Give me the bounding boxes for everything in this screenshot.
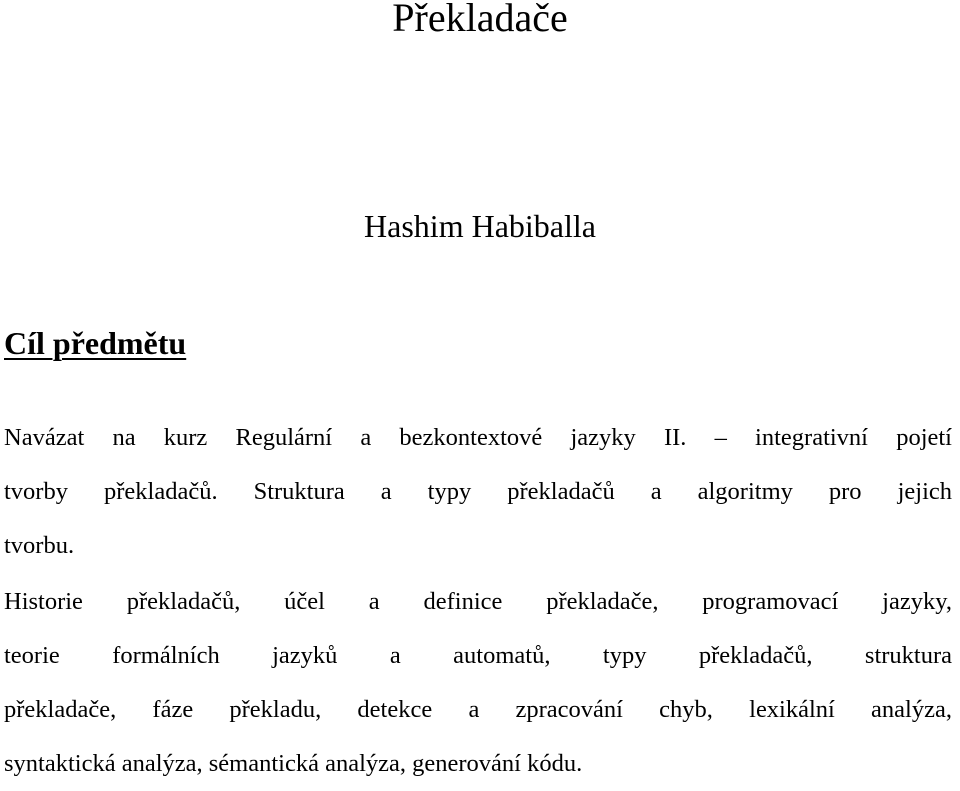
paragraph-line: Navázat na kurz Regulární a bezkontextové jazyky II. – integrativní pojetí [4, 424, 952, 451]
paragraph-course-content [4, 575, 952, 791]
paragraph-line: syntaktická analýza, sémantická analýza, generování kódu. [4, 750, 583, 777]
author-name: Hashim Habiballa [364, 208, 596, 244]
paragraph-line: překladače, fáze překladu, detekce a zpracování chyb, lexikální analýza, [4, 696, 952, 723]
paragraph-line: teorie formálních jazyků a automatů, typy překladačů, struktura [4, 642, 952, 669]
paragraph-course-goal [4, 411, 952, 573]
document-title: Překladače [392, 0, 568, 40]
paragraph-line: tvorbu. [4, 532, 75, 559]
paragraph-line: Historie překladačů, účel a definice překladače, programovací jazyky, [4, 588, 952, 615]
section-heading: Cíl předmětu [4, 325, 187, 361]
paragraph-line: tvorby překladačů. Struktura a typy překladačů a algoritmy pro jejich [4, 478, 952, 505]
